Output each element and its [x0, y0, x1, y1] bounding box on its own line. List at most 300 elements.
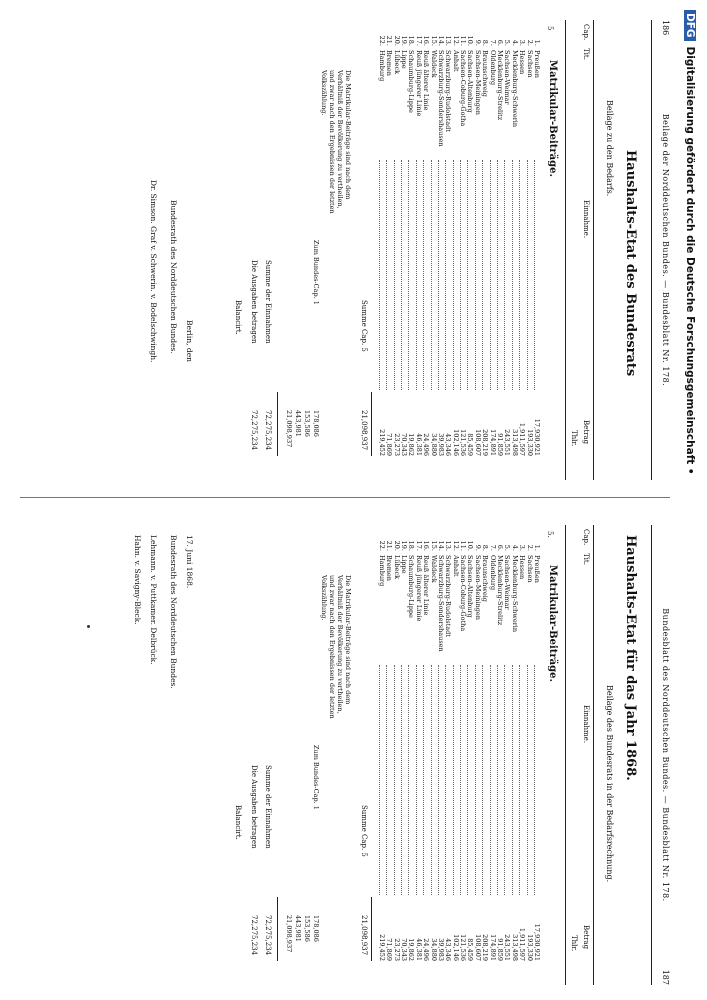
left-total-amount: 21,098,937	[360, 410, 368, 451]
right-note: Die Matrikular-Beiträge sind nach dem Verhältniß der Bevölkerung zu vertheilen, und zwar nach den Ergebnissen der letzten Volkszählung.	[320, 575, 352, 719]
row-amount: 46,381	[414, 938, 423, 961]
table-row	[525, 30, 532, 470]
left-summary-rule	[277, 392, 278, 456]
row-amount: 102,146	[451, 934, 460, 961]
row-leader-dots	[482, 160, 488, 390]
right-page	[0, 505, 690, 995]
row-name: Sachsen-Altenburg	[466, 50, 475, 113]
table-row	[385, 30, 392, 470]
row-leader-dots	[467, 160, 473, 390]
row-amount: 219,452	[377, 934, 386, 961]
row-amount: 23,273	[392, 433, 401, 456]
row-number: 3.	[518, 544, 527, 551]
row-amount: 19,862	[407, 433, 416, 456]
row-number: 16.	[422, 35, 431, 46]
row-amount: 43,346	[444, 938, 453, 961]
table-row	[533, 535, 540, 975]
row-leader-dots	[512, 665, 518, 895]
left-title: Haushalts-Etat des Bundesrats	[623, 150, 638, 377]
row-number: 5.	[503, 39, 512, 46]
row-amount: 70,343	[399, 938, 408, 961]
row-leader-dots	[497, 665, 503, 895]
row-number: 17.	[414, 35, 423, 46]
left-grand-amount-1: 72,275,234	[264, 410, 272, 451]
table-row	[392, 535, 399, 975]
row-number: 18.	[407, 540, 416, 551]
row-leader-dots	[445, 665, 451, 895]
row-amount: 17,930,921	[533, 923, 541, 961]
table-row	[377, 535, 384, 975]
left-col-cap: Cap.	[582, 24, 590, 41]
row-leader-dots	[423, 665, 429, 895]
row-number: 2.	[525, 39, 534, 46]
right-total-amount: 21,098,937	[360, 915, 368, 956]
row-number: 13.	[444, 540, 453, 551]
row-amount: 43,346	[444, 433, 453, 456]
row-amount: 102,146	[451, 429, 460, 456]
row-leader-dots	[394, 160, 400, 390]
left-running-header	[656, 20, 670, 480]
row-number: 9.	[473, 544, 482, 551]
left-balanced: Balancirt.	[234, 300, 242, 335]
row-number: 22.	[377, 540, 386, 551]
row-name: Schwarzburg-Sondershausen	[436, 50, 445, 147]
row-name: Sachsen-Meiningen	[473, 555, 482, 620]
right-grand-label-2: Die Ausgaben betragen	[250, 765, 258, 849]
row-leader-dots	[467, 665, 473, 895]
row-name: Mecklenburg-Strelitz	[496, 50, 505, 121]
row-name: Reuß älterer Linie	[422, 555, 431, 616]
row-number: 15.	[429, 540, 438, 551]
right-sign-org: Bundesrath des Norddeutschen Bundes.	[169, 535, 178, 689]
right-page-number: 187	[661, 969, 670, 985]
row-amount: 121,536	[459, 429, 468, 456]
row-number: 12.	[451, 35, 460, 46]
right-title: Haushalts-Etat für das Jahr 1868.	[623, 535, 638, 781]
summary-amount: 443,981	[294, 410, 302, 437]
right-header-rule	[651, 525, 652, 985]
row-name: Sachsen-Weimar	[503, 50, 512, 105]
row-number: 11.	[459, 35, 468, 46]
summary-amount: 153,586	[303, 410, 311, 437]
row-name: Sachsen	[525, 50, 534, 78]
left-rows	[377, 30, 540, 470]
row-amount: 174,891	[488, 429, 497, 456]
row-amount: 193,330	[525, 934, 534, 961]
row-name: Hamburg	[377, 555, 386, 587]
row-name: Braunschweig	[481, 50, 490, 97]
left-cap-number: 5	[546, 26, 554, 31]
row-amount: 34,880	[429, 938, 438, 961]
row-number: 17.	[414, 540, 423, 551]
row-number: 21.	[385, 35, 394, 46]
table-row	[518, 535, 525, 975]
row-amount: 91,859	[496, 938, 505, 961]
table-row	[400, 30, 407, 470]
table-row	[400, 535, 407, 975]
left-subtitle: Beilage zu den Bedarfs.	[605, 100, 614, 197]
table-row	[503, 535, 510, 975]
left-total-rule	[371, 392, 372, 456]
right-sign-line-2: Hahn. v. Savigny-Bleck.	[133, 535, 142, 625]
row-name: Reuß jüngerer Linie	[414, 555, 423, 622]
row-number: 22.	[377, 35, 386, 46]
right-grand-amount-2: 72,275,234	[250, 915, 258, 956]
table-row	[466, 535, 473, 975]
row-leader-dots	[416, 160, 422, 390]
row-leader-dots	[460, 665, 466, 895]
table-row	[473, 30, 480, 470]
right-grand-amount-1: 72,275,234	[264, 915, 272, 956]
row-amount: 208,219	[481, 934, 490, 961]
row-number: 3.	[518, 39, 527, 46]
row-leader-dots	[379, 665, 385, 895]
row-leader-dots	[386, 160, 392, 390]
row-leader-dots	[482, 665, 488, 895]
row-number: 10.	[466, 35, 475, 46]
gutter-rule	[20, 497, 670, 498]
row-name: Sachsen-Coburg-Gotha	[459, 50, 468, 127]
row-amount: 39,983	[436, 433, 445, 456]
right-cap-number: 5.	[546, 531, 554, 538]
table-row	[510, 30, 517, 470]
table-row	[392, 30, 399, 470]
right-sign-line-1: Lehmann. v. Puttkamer. Delbrück.	[149, 535, 158, 665]
right-total-rule	[371, 897, 372, 961]
table-row	[488, 535, 495, 975]
right-col-tit: Tit.	[582, 553, 590, 565]
row-name: Hamburg	[377, 50, 386, 82]
row-name: Anhalt	[451, 50, 460, 72]
row-amount: 313,498	[510, 429, 519, 456]
row-leader-dots	[453, 665, 459, 895]
row-number: 16.	[422, 540, 431, 551]
row-name: Mecklenburg-Strelitz	[496, 555, 505, 626]
row-amount: 1,911,597	[518, 927, 527, 961]
summary-amount: 178,086	[312, 915, 320, 942]
row-number: 19.	[399, 35, 408, 46]
row-name: Lübeck	[392, 555, 401, 580]
row-leader-dots	[408, 160, 414, 390]
table-row	[451, 30, 458, 470]
right-summary	[284, 745, 320, 965]
row-amount: 243,551	[503, 934, 512, 961]
row-amount: 19,862	[407, 938, 416, 961]
left-col-einnahme: Einnahme.	[582, 200, 590, 239]
row-number: 19.	[399, 540, 408, 551]
table-row	[466, 30, 473, 470]
table-row	[385, 535, 392, 975]
row-amount: 24,496	[422, 433, 431, 456]
table-row	[503, 30, 510, 470]
row-number: 14.	[436, 540, 445, 551]
row-leader-dots	[438, 160, 444, 390]
row-leader-dots	[475, 160, 481, 390]
row-number: 8.	[481, 39, 490, 46]
table-row	[407, 30, 414, 470]
table-row	[422, 535, 429, 975]
table-row	[496, 30, 503, 470]
table-row	[481, 535, 488, 975]
table-row	[414, 30, 421, 470]
right-section-title: Matrikular-Beiträge.	[547, 565, 558, 682]
row-amount: 1,911,597	[518, 422, 527, 456]
row-leader-dots	[519, 665, 525, 895]
right-col-cap: Cap.	[582, 529, 590, 546]
row-number: 21.	[385, 540, 394, 551]
summary-amount: 21,098,937	[285, 410, 293, 448]
row-amount: 85,459	[466, 938, 475, 961]
row-leader-dots	[504, 160, 510, 390]
row-name: Oldenburg	[488, 555, 497, 591]
row-number: 10.	[466, 540, 475, 551]
right-subtitle: Beilage des Bundesrats in der Bedarfsrechnung.	[605, 685, 614, 883]
right-summary-rule	[277, 897, 278, 961]
row-leader-dots	[490, 665, 496, 895]
right-col-betrag: Betrag	[582, 925, 590, 950]
dfg-watermark	[684, 10, 696, 475]
summary-line	[311, 240, 320, 460]
left-col-betrag: Betrag	[582, 420, 590, 445]
row-number: 4.	[510, 39, 519, 46]
row-number: 6.	[496, 39, 505, 46]
row-name: Sachsen	[525, 555, 534, 583]
table-row	[459, 535, 466, 975]
left-col-thlr: Thlr.	[570, 430, 578, 447]
row-name: Sachsen-Weimar	[503, 555, 512, 610]
summary-amount: 21,098,937	[285, 915, 293, 953]
left-section-title: Matrikular-Beiträge.	[547, 60, 558, 177]
left-page-number: 186	[661, 20, 670, 36]
row-amount: 121,536	[459, 934, 468, 961]
dfg-logo: DFG	[684, 10, 696, 41]
right-sign-date: 17. Juni 1868.	[185, 535, 194, 589]
table-row	[437, 535, 444, 975]
left-header-rule	[651, 20, 652, 480]
row-amount: 70,343	[399, 433, 408, 456]
row-number: 13.	[444, 35, 453, 46]
table-row	[510, 535, 517, 975]
row-number: 7.	[488, 39, 497, 46]
row-leader-dots	[460, 160, 466, 390]
ink-speck	[87, 625, 90, 628]
row-leader-dots	[512, 160, 518, 390]
row-number: 1.	[533, 39, 541, 46]
row-leader-dots	[527, 665, 533, 895]
row-name: Waldeck	[429, 555, 438, 583]
row-name: Lippe	[399, 50, 408, 69]
row-amount: 91,859	[496, 433, 505, 456]
row-name: Schaumburg-Lippe	[407, 50, 416, 113]
row-name: Preußen	[533, 50, 541, 78]
table-row	[481, 30, 488, 470]
table-row	[525, 535, 532, 975]
row-amount: 71,869	[385, 433, 394, 456]
row-leader-dots	[408, 665, 414, 895]
summary-line	[293, 240, 302, 460]
right-balanced: Balancirt.	[234, 805, 242, 840]
summary-line	[311, 745, 320, 965]
table-row	[451, 535, 458, 975]
row-amount: 34,880	[429, 433, 438, 456]
row-leader-dots	[401, 665, 407, 895]
row-amount: 39,983	[436, 938, 445, 961]
right-running-header	[656, 525, 670, 985]
row-leader-dots	[497, 160, 503, 390]
row-number: 6.	[496, 544, 505, 551]
row-number: 1.	[533, 544, 541, 551]
dfg-watermark-text: Digitalisierung gefördert durch die Deutsche Forschungsgemeinschaft •	[684, 46, 696, 475]
row-amount: 108,607	[473, 429, 482, 456]
row-leader-dots	[504, 665, 510, 895]
row-amount: 85,459	[466, 433, 475, 456]
row-leader-dots	[475, 665, 481, 895]
row-leader-dots	[534, 665, 540, 895]
row-leader-dots	[490, 160, 496, 390]
right-grand-label-1: Summe der Einnahmen	[264, 765, 272, 849]
row-number: 7.	[488, 544, 497, 551]
row-amount: 208,219	[481, 429, 490, 456]
row-amount: 46,381	[414, 433, 423, 456]
row-name: Oldenburg	[488, 50, 497, 86]
row-number: 5.	[503, 544, 512, 551]
row-leader-dots	[445, 160, 451, 390]
summary-line	[302, 240, 311, 460]
row-amount: 17,930,921	[533, 418, 541, 456]
row-name: Preußen	[533, 555, 541, 583]
row-amount: 24,496	[422, 938, 431, 961]
table-row	[444, 30, 451, 470]
row-name: Schwarzburg-Rudolstadt	[444, 50, 453, 132]
row-amount: 23,273	[392, 938, 401, 961]
left-summary	[284, 240, 320, 460]
row-amount: 243,551	[503, 429, 512, 456]
row-leader-dots	[431, 160, 437, 390]
row-leader-dots	[386, 665, 392, 895]
table-row	[429, 535, 436, 975]
table-row	[437, 30, 444, 470]
table-row	[444, 535, 451, 975]
row-name: Braunschweig	[481, 555, 490, 602]
row-leader-dots	[379, 160, 385, 390]
row-number: 15.	[429, 35, 438, 46]
row-name: Anhalt	[451, 555, 460, 577]
left-total-label: Summe Cap. 5	[360, 300, 368, 352]
left-note: Die Matrikular-Beiträge sind nach dem Verhältniß der Bevölkerung zu vertheilen, und zwar nach den Ergebnissen der letzten Volkszählung.	[320, 70, 352, 214]
right-table-head-rule	[565, 525, 566, 985]
row-number: 4.	[510, 544, 519, 551]
left-table-top-rule	[593, 20, 594, 480]
left-sign-place: Berlin, den	[185, 320, 194, 363]
table-row	[377, 30, 384, 470]
row-name: Schwarzburg-Sondershausen	[436, 555, 445, 652]
table-row	[414, 535, 421, 975]
row-name: Mecklenburg-Schwerin	[510, 50, 519, 128]
table-row	[496, 535, 503, 975]
table-row	[473, 535, 480, 975]
row-name: Mecklenburg-Schwerin	[510, 555, 519, 633]
summary-line	[284, 745, 293, 965]
row-amount: 71,869	[385, 938, 394, 961]
summary-line	[302, 745, 311, 965]
row-name: Reuß jüngerer Linie	[414, 50, 423, 117]
row-name: Sachsen-Altenburg	[466, 555, 475, 618]
right-total-label: Summe Cap. 5	[360, 805, 368, 857]
row-number: 18.	[407, 35, 416, 46]
row-name: Lippe	[399, 555, 408, 574]
row-name: Bremen	[385, 555, 394, 581]
summary-amount: 443,981	[294, 915, 302, 942]
row-leader-dots	[431, 665, 437, 895]
left-grand-label-1: Summe der Einnahmen	[264, 260, 272, 344]
row-number: 11.	[459, 540, 468, 551]
row-leader-dots	[453, 160, 459, 390]
row-name: Hessen	[518, 50, 527, 75]
left-table-head-rule	[565, 20, 566, 480]
row-number: 20.	[392, 540, 401, 551]
table-row	[488, 30, 495, 470]
summary-label: Zum Bundes-Cap. 1	[312, 745, 320, 810]
row-leader-dots	[416, 665, 422, 895]
left-sign-names: Dr. Simson. Graf v. Schwerin. v. Bodelschwingh.	[149, 180, 158, 363]
row-name: Lübeck	[392, 50, 401, 75]
table-row	[429, 30, 436, 470]
row-number: 14.	[436, 35, 445, 46]
row-amount: 108,607	[473, 934, 482, 961]
left-sign-org: Bundesrath des Norddeutschen Bundes.	[169, 200, 178, 354]
row-number: 12.	[451, 540, 460, 551]
row-number: 20.	[392, 35, 401, 46]
row-name: Schwarzburg-Rudolstadt	[444, 555, 453, 637]
right-col-einnahme: Einnahme.	[582, 705, 590, 744]
row-name: Bremen	[385, 50, 394, 76]
row-leader-dots	[401, 160, 407, 390]
right-table-top-rule	[593, 525, 594, 985]
left-col-tit: Tit.	[582, 48, 590, 60]
row-number: 8.	[481, 544, 490, 551]
row-leader-dots	[423, 160, 429, 390]
row-amount: 193,330	[525, 429, 534, 456]
table-row	[422, 30, 429, 470]
table-row	[459, 30, 466, 470]
row-amount: 174,891	[488, 934, 497, 961]
summary-amount: 153,586	[303, 915, 311, 942]
summary-line	[284, 240, 293, 460]
row-amount: 313,498	[510, 934, 519, 961]
row-name: Hessen	[518, 555, 527, 580]
row-name: Reuß älterer Linie	[422, 50, 431, 111]
row-name: Sachsen-Meiningen	[473, 50, 482, 115]
row-leader-dots	[519, 160, 525, 390]
right-running-head: Bundesblatt des Norddeutschen Bundes. — Bundesblatt Nr. 178.	[661, 608, 670, 902]
row-number: 2.	[525, 544, 534, 551]
left-grand-label-2: Die Ausgaben betragen	[250, 260, 258, 344]
row-leader-dots	[394, 665, 400, 895]
left-running-head: Beilage der Norddeutschen Bundes. — Bundesblatt Nr. 178.	[661, 113, 670, 387]
summary-line	[293, 745, 302, 965]
dfg-watermark-strip	[685, 0, 707, 1000]
table-row	[407, 535, 414, 975]
summary-amount: 178,086	[312, 410, 320, 437]
row-number: 9.	[473, 39, 482, 46]
summary-label: Zum Bundes-Cap. 1	[312, 240, 320, 305]
left-page	[0, 0, 690, 490]
row-name: Waldeck	[429, 50, 438, 78]
right-col-thlr: Thlr.	[570, 935, 578, 952]
row-leader-dots	[527, 160, 533, 390]
right-rows	[377, 535, 540, 975]
row-leader-dots	[438, 665, 444, 895]
